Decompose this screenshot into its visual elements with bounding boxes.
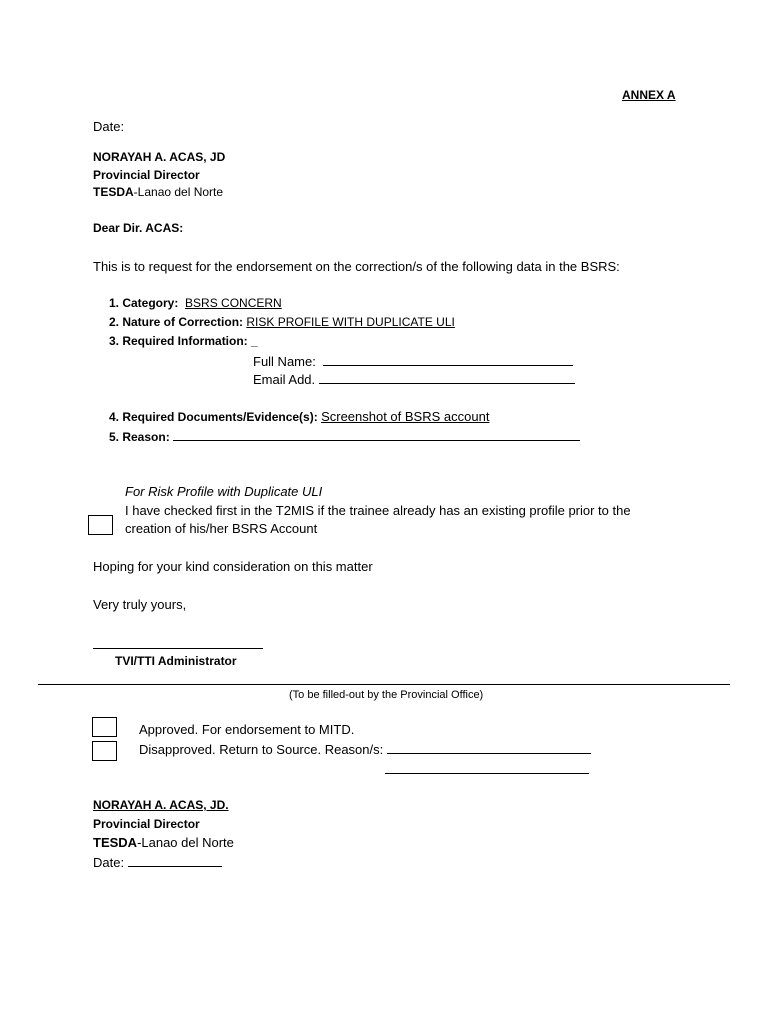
footer-date-row bbox=[93, 854, 222, 871]
category-value: BSRS CONCERN bbox=[185, 296, 282, 310]
footer-date-label: Date: bbox=[93, 855, 125, 870]
footer-org-abbrev: TESDA bbox=[93, 835, 138, 850]
full-name-label: Full Name: bbox=[253, 354, 316, 369]
category-label: 1. Category: bbox=[109, 296, 179, 310]
closing-line: Hoping for your kind consideration on this matter bbox=[93, 559, 373, 574]
checklist-checkbox[interactable] bbox=[88, 515, 113, 535]
full-name-blank[interactable] bbox=[323, 353, 573, 366]
nature-label: 2. Nature of Correction: bbox=[109, 315, 244, 329]
item-reason bbox=[109, 428, 580, 445]
documents-label: 4. Required Documents/Evidence(s): bbox=[109, 410, 318, 424]
annex-label: ANNEX A bbox=[622, 88, 676, 102]
recipient-name: NORAYAH A. ACAS, JD bbox=[93, 150, 226, 164]
approved-checkbox[interactable] bbox=[92, 717, 117, 737]
reason-blank[interactable] bbox=[173, 428, 580, 441]
nature-value: RISK PROFILE WITH DUPLICATE ULI bbox=[246, 315, 455, 329]
email-row bbox=[253, 371, 575, 388]
footer-org bbox=[93, 835, 234, 851]
disapproved-label: Disapproved. Return to Source. Reason/s: bbox=[139, 742, 384, 757]
reason-label: 5. Reason: bbox=[109, 430, 170, 444]
email-blank[interactable] bbox=[319, 371, 575, 384]
intro-paragraph: This is to request for the endorsement on the correction/s of the following data in the BSRS: bbox=[93, 259, 620, 274]
date-label: Date: bbox=[93, 119, 125, 134]
item-required-info bbox=[109, 334, 258, 349]
disapproved-checkbox[interactable] bbox=[92, 741, 117, 761]
item-nature bbox=[109, 315, 455, 330]
checklist-heading: For Risk Profile with Duplicate ULI bbox=[125, 484, 323, 499]
documents-value: Screenshot of BSRS account bbox=[321, 409, 490, 424]
item-category bbox=[109, 296, 282, 311]
section-divider bbox=[38, 684, 730, 685]
disapproved-reason-blank[interactable] bbox=[387, 741, 591, 754]
footer-title: Provincial Director bbox=[93, 817, 200, 831]
signature-line[interactable] bbox=[93, 648, 263, 649]
checklist-line-2: creation of his/her BSRS Account bbox=[125, 521, 318, 536]
footer-org-location: -Lanao del Norte bbox=[137, 835, 234, 850]
provincial-note: (To be filled-out by the Provincial Office) bbox=[289, 689, 484, 701]
signoff: Very truly yours, bbox=[93, 597, 187, 612]
footer-date-blank[interactable] bbox=[128, 854, 222, 867]
item-documents bbox=[109, 409, 489, 425]
full-name-row bbox=[253, 353, 573, 370]
required-info-value: _ bbox=[251, 334, 258, 348]
required-info-label: 3. Required Information: bbox=[109, 334, 248, 348]
signatory-title: TVI/TTI Administrator bbox=[115, 654, 237, 668]
recipient-org-abbrev: TESDA bbox=[93, 185, 134, 199]
recipient-title: Provincial Director bbox=[93, 168, 200, 182]
disapproved-reason-blank-2[interactable] bbox=[385, 773, 589, 774]
disapproved-row bbox=[139, 741, 591, 758]
checklist-line-1: I have checked first in the T2MIS if the trainee already has an existing profile prior to the bbox=[125, 503, 631, 518]
email-label: Email Add. bbox=[253, 372, 316, 387]
salutation: Dear Dir. ACAS: bbox=[93, 221, 184, 235]
footer-name: NORAYAH A. ACAS, JD. bbox=[93, 798, 229, 812]
recipient-org bbox=[93, 185, 223, 200]
recipient-org-location: -Lanao del Norte bbox=[133, 185, 224, 199]
approved-label: Approved. For endorsement to MITD. bbox=[139, 722, 355, 737]
